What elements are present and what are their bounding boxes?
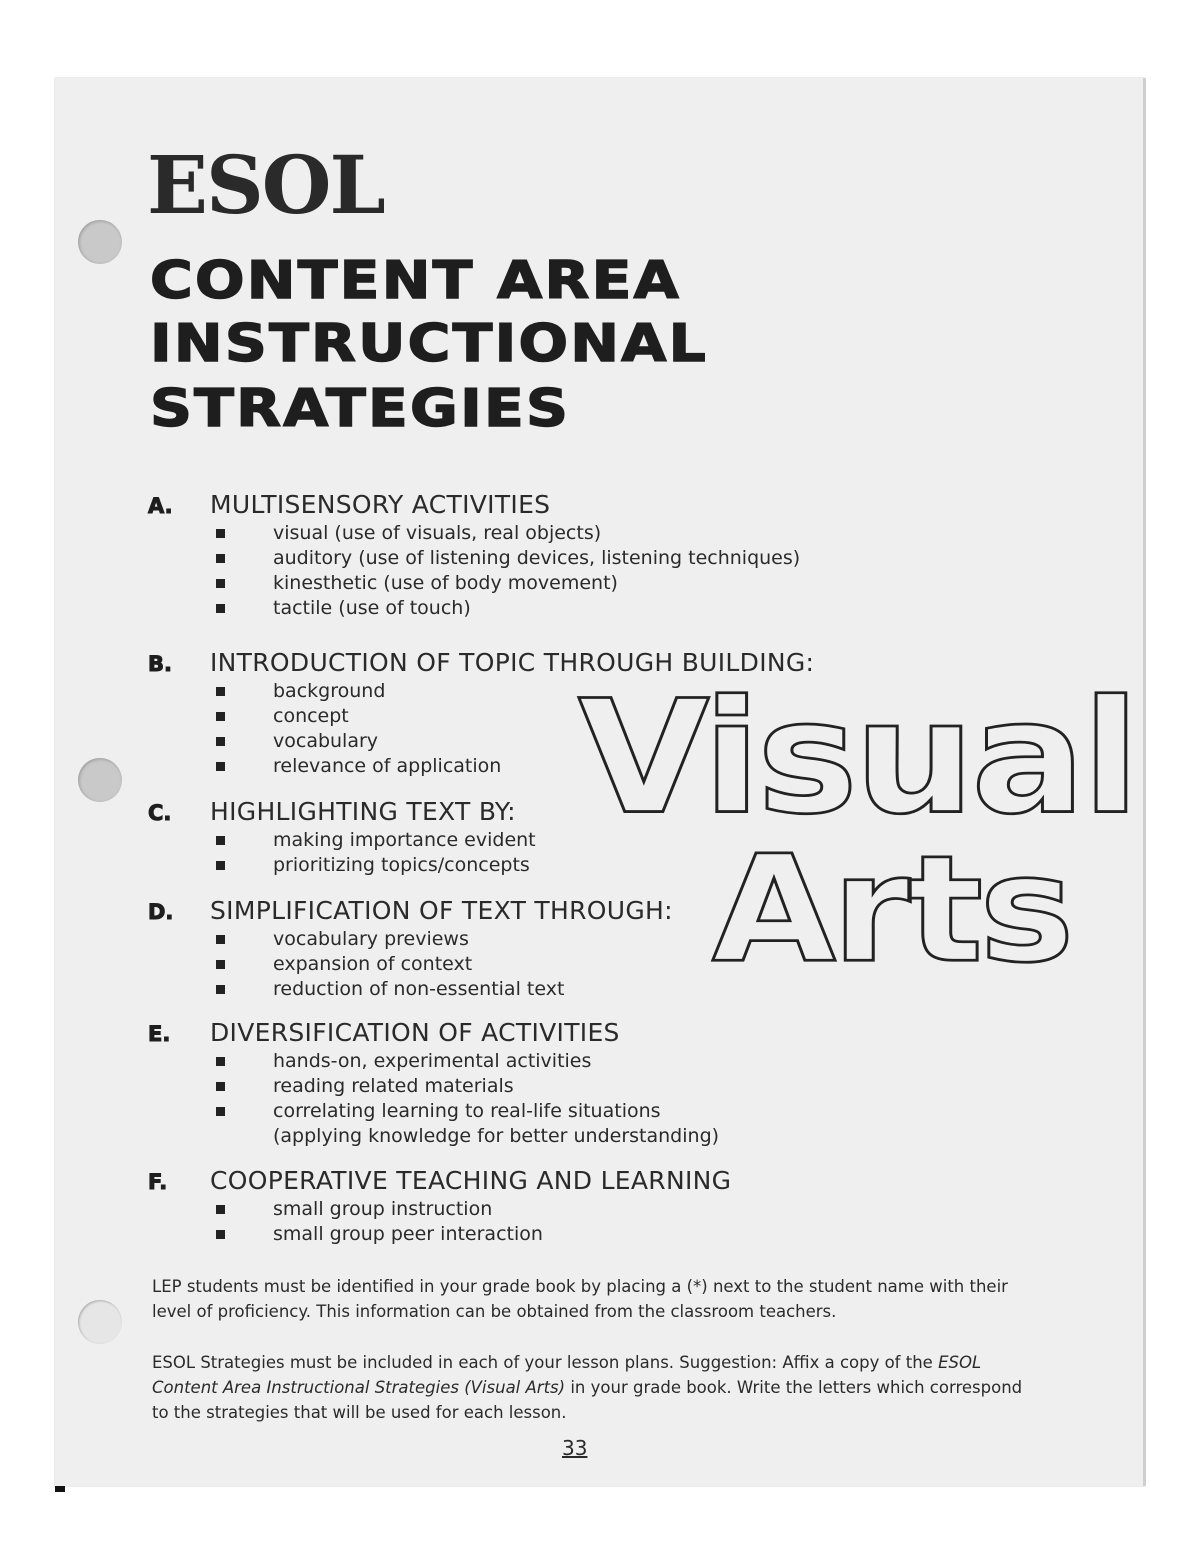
section-items bbox=[148, 1049, 719, 1149]
title-line-2: INSTRUCTIONAL bbox=[150, 314, 708, 374]
section-d bbox=[148, 896, 673, 1002]
visual-arts-graphic-word-arts: Arts bbox=[712, 823, 1071, 996]
bullet-icon bbox=[216, 960, 225, 969]
bullet-icon bbox=[216, 1230, 225, 1239]
list-item: making importance evident bbox=[148, 828, 536, 853]
section-items bbox=[148, 1197, 731, 1247]
section-letter: F. bbox=[148, 1170, 168, 1194]
section-letter: E. bbox=[148, 1022, 171, 1046]
bullet-icon bbox=[216, 1057, 225, 1066]
punch-hole bbox=[78, 758, 122, 802]
section-a bbox=[148, 490, 800, 621]
punch-hole bbox=[78, 1300, 122, 1344]
section-items bbox=[148, 521, 800, 621]
section-title: SIMPLIFICATION OF TEXT THROUGH: bbox=[210, 896, 673, 925]
section-title: DIVERSIFICATION OF ACTIVITIES bbox=[210, 1018, 620, 1047]
section-c bbox=[148, 797, 536, 878]
page-edge bbox=[1143, 78, 1146, 1486]
bullet-icon bbox=[216, 762, 225, 771]
list-item: correlating learning to real-life situations (applying knowledge for better understanding) bbox=[148, 1099, 719, 1149]
list-item: expansion of context bbox=[148, 952, 673, 977]
bullet-icon bbox=[216, 737, 225, 746]
section-items bbox=[148, 828, 536, 878]
page-number: 33 bbox=[562, 1436, 588, 1460]
list-item: kinesthetic (use of body movement) bbox=[148, 571, 800, 596]
list-item: auditory (use of listening devices, listening techniques) bbox=[148, 546, 800, 571]
bullet-icon bbox=[216, 604, 225, 613]
bullet-icon bbox=[216, 554, 225, 563]
strategies-note: ESOL Strategies must be included in each of your lesson plans. Suggestion: Affix a copy of the ESOL Content Area Instructional Strategies (Visual Arts) in your grade book. Write the letters which correspond to the strategies that will be used for each lesson. bbox=[152, 1353, 1023, 1422]
list-item: reading related materials bbox=[148, 1074, 719, 1099]
bullet-icon bbox=[216, 985, 225, 994]
section-title: COOPERATIVE TEACHING AND LEARNING bbox=[210, 1166, 732, 1195]
section-title: HIGHLIGHTING TEXT BY: bbox=[210, 797, 516, 826]
title-line-3: STRATEGIES bbox=[150, 379, 571, 439]
punch-hole bbox=[78, 220, 122, 264]
bullet-icon bbox=[216, 1107, 225, 1116]
bullet-icon bbox=[216, 579, 225, 588]
list-item: small group instruction bbox=[148, 1197, 731, 1222]
section-items bbox=[148, 927, 673, 1002]
list-item-continuation: (applying knowledge for better understanding) bbox=[273, 1125, 720, 1147]
section-letter: D. bbox=[148, 900, 174, 924]
list-item: concept bbox=[148, 704, 814, 729]
list-item: reduction of non-essential text bbox=[148, 977, 673, 1002]
bullet-icon bbox=[216, 529, 225, 538]
bullet-icon bbox=[216, 861, 225, 870]
bullet-icon bbox=[216, 1082, 225, 1091]
list-item: prioritizing topics/concepts bbox=[148, 853, 536, 878]
list-item: hands-on, experimental activities bbox=[148, 1049, 719, 1074]
list-item: visual (use of visuals, real objects) bbox=[148, 521, 800, 546]
section-title: INTRODUCTION OF TOPIC THROUGH BUILDING: bbox=[210, 648, 815, 677]
section-letter: C. bbox=[148, 801, 172, 825]
section-f bbox=[148, 1166, 731, 1247]
lep-note: LEP students must be identified in your grade book by placing a (*) next to the student name with their level of proficiency. This information can be obtained from the classroom teachers. bbox=[152, 1277, 1008, 1321]
page-title-esol: ESOL bbox=[147, 138, 384, 232]
bullet-icon bbox=[216, 712, 225, 721]
section-letter: A. bbox=[148, 494, 173, 518]
bullet-icon bbox=[216, 1205, 225, 1214]
strategies-title-reference: ESOL Content Area Instructional Strategies (Visual Arts) bbox=[152, 1353, 982, 1397]
bullet-icon bbox=[216, 687, 225, 696]
list-item: tactile (use of touch) bbox=[148, 596, 800, 621]
scan-mark bbox=[55, 1486, 65, 1492]
list-item: relevance of application bbox=[148, 754, 814, 779]
list-item: small group peer interaction bbox=[148, 1222, 731, 1247]
bullet-icon bbox=[216, 836, 225, 845]
list-item: background bbox=[148, 679, 814, 704]
bullet-icon bbox=[216, 935, 225, 944]
section-e bbox=[148, 1018, 719, 1149]
title-line-1: CONTENT AREA bbox=[150, 251, 681, 311]
section-letter: B. bbox=[148, 652, 172, 676]
list-item: vocabulary bbox=[148, 729, 814, 754]
visual-arts-graphic-word-visual: Visual bbox=[578, 667, 1137, 850]
list-item: vocabulary previews bbox=[148, 927, 673, 952]
section-title: MULTISENSORY ACTIVITIES bbox=[210, 490, 551, 519]
